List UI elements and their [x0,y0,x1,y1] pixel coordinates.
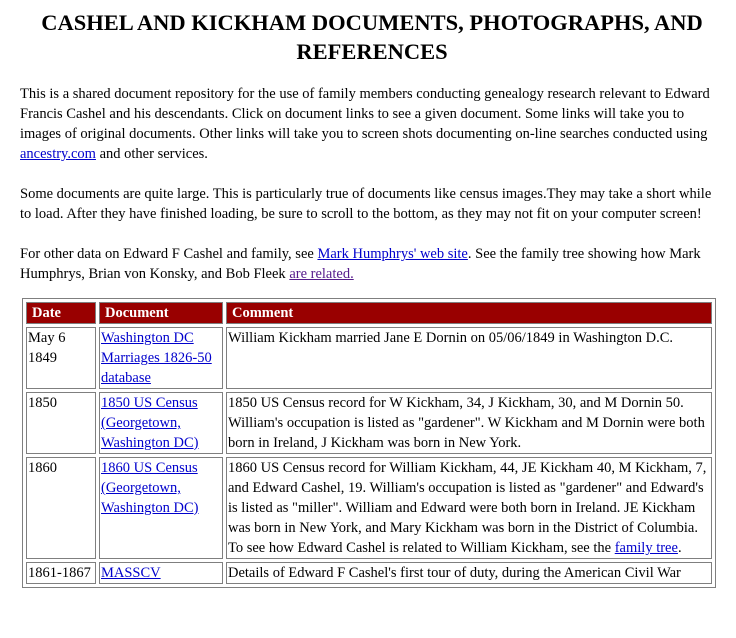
family-tree-link[interactable]: family tree [614,540,678,556]
other-data-paragraph [20,244,724,284]
row-comment: William Kickham married Jane E Dornin on 05/06/1849 in Washington D.C. [226,327,712,389]
are-related-link[interactable]: are related. [289,266,354,282]
row-comment: Details of Edward F Cashel's first tour of duty, during the American Civil War [226,562,712,584]
row-document [99,457,223,559]
mark-humphrys-link[interactable]: Mark Humphrys' web site [317,246,468,262]
table-header-row [26,302,712,324]
table-row [26,327,712,389]
table-row [26,562,712,584]
document-link[interactable]: MASSCV [101,565,161,581]
comment-text: 1860 US Census record for William Kickham, 44, JE Kickham 40, M Kickham, 7, and Edward Cashel, 19. William's occupation is listed as "gardener" and Edward's is listed as "miller". William and Edward were both born in Ireland. JE Kickham was born in New York, and Mary Kickham was born in the District of Columbia. To see how Edward Cashel is related to William Kickham, see the [228,460,707,556]
document-link[interactable]: 1860 US Census (Georgetown, Washington DC) [101,460,199,516]
comment-end: . [677,540,682,556]
row-comment: 1850 US Census record for W Kickham, 34, J Kickham, 30, and M Dornin 50. William's occupation is listed as "gardener". W Kickham and M Dornin were both born in Ireland, J Kickham was born in New York. [226,392,712,454]
row-comment [226,457,712,559]
table-row [26,392,712,454]
intro-paragraph [20,84,724,164]
intro-text-end: and other services. [99,146,208,162]
other-data-middle: . See the family tree showing how Mark Humphrys, Brian von Konsky, and Bob Fleek [20,246,701,282]
row-date: 1861-1867 [26,562,96,584]
intro-text: This is a shared document repository for the use of family members conducting genealogy research relevant to Edward Francis Cashel and his descendants. Click on document links to see a given document. Some links will take you to images of original documents. Other links will take you to screen shots documenting on-line searches conducted using [20,86,710,142]
row-date: May 6 1849 [26,327,96,389]
size-warning-paragraph: Some documents are quite large. This is particularly true of documents like census images.They may take a short while to load. After they have finished loading, be sure to scroll to the bottom, as they may not fit on your computer screen! [20,186,712,222]
table-row [26,457,712,559]
row-document [99,562,223,584]
row-date: 1850 [26,392,96,454]
document-link[interactable]: Washington DC Marriages 1826-50 database [101,330,212,386]
row-document [99,392,223,454]
page-title: CASHEL AND KICKHAM DOCUMENTS, PHOTOGRAPHS, AND REFERENCES [41,10,703,64]
document-header: Document [99,302,223,324]
ancestry-link[interactable]: ancestry.com [20,146,96,162]
other-data-text: For other data on Edward F Cashel and family, see [20,246,314,262]
comment-header: Comment [226,302,712,324]
date-header: Date [26,302,96,324]
documents-table [22,298,716,588]
row-date: 1860 [26,457,96,559]
row-document [99,327,223,389]
document-link[interactable]: 1850 US Census (Georgetown, Washington DC) [101,395,199,451]
